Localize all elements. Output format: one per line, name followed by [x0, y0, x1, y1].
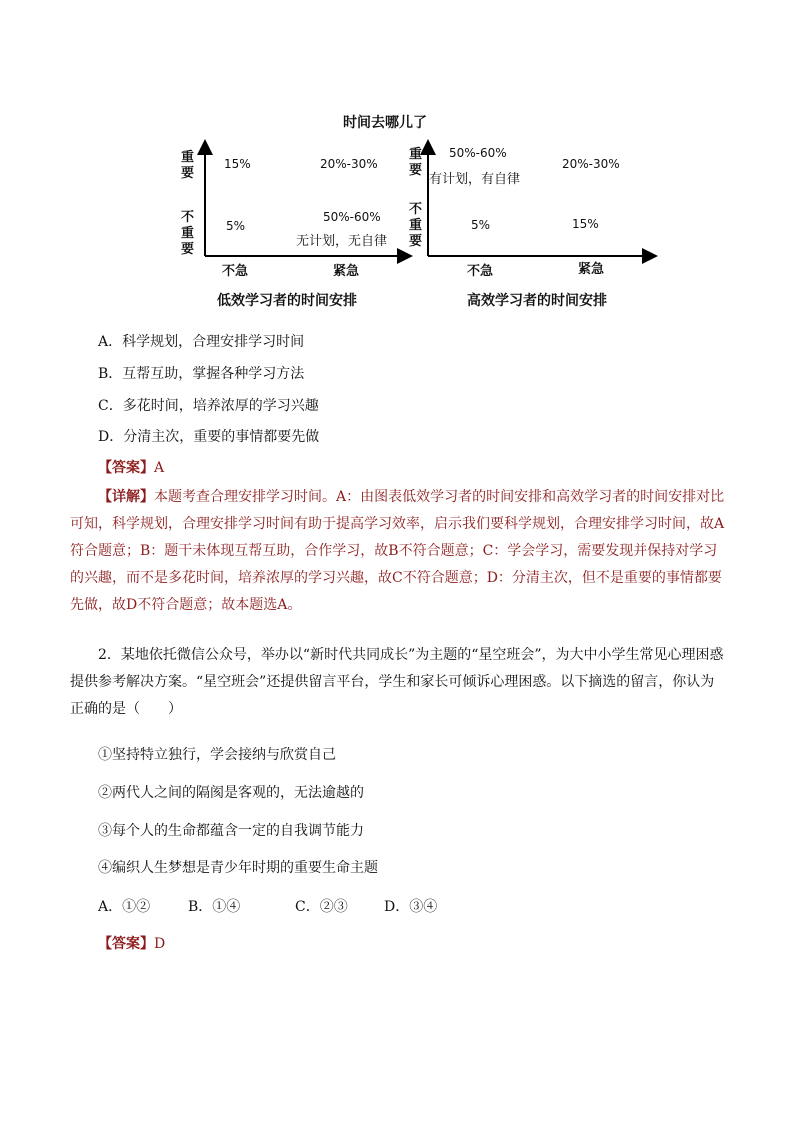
right-cell-important-urgent: 20%-30%	[562, 157, 620, 171]
q1-answer-label: 【答案】	[98, 460, 154, 476]
q2-choice-c: C．②③	[295, 899, 348, 915]
q1-detail	[70, 484, 726, 619]
q2-answer-value: D	[154, 936, 166, 952]
figure-title: 时间去哪儿了	[343, 115, 427, 131]
q2-choice-b: B．①④	[188, 899, 241, 915]
left-y-top-label: 重要	[181, 150, 195, 181]
left-cell-unimportant-urgent-pct: 50%-60%	[323, 210, 381, 224]
left-cell-unimportant-urgent-note: 无计划，无自律	[296, 234, 388, 249]
figure-axes	[0, 0, 794, 300]
right-cell-important-not-urgent-pct: 50%-60%	[449, 146, 507, 160]
right-x-right-label: 紧急	[578, 262, 605, 277]
q1-answer-value: A	[154, 460, 165, 476]
q1-detail-label: 【详解】	[98, 489, 154, 505]
q2-statement-1: ①坚持特立独行，学会接纳与欣赏自己	[98, 747, 336, 763]
right-cell-unimportant-urgent: 15%	[572, 217, 599, 231]
right-y-bottom-label: 不重要	[409, 202, 423, 249]
q2-choice-a: A．①②	[98, 899, 151, 915]
right-cell-important-not-urgent-note: 有计划，有自律	[429, 172, 521, 187]
q1-option-a: A．科学规划，合理安排学习时间	[98, 334, 305, 350]
q2-statement-2: ②两代人之间的隔阂是客观的，无法逾越的	[98, 785, 364, 801]
right-x-left-label: 不急	[467, 264, 494, 279]
q2-statement-3: ③每个人的生命都蕴含一定的自我调节能力	[98, 823, 364, 839]
left-x-right-label: 紧急	[333, 264, 360, 279]
q1-answer	[98, 457, 164, 477]
q2-answer	[98, 933, 165, 953]
q1-detail-text: 本题考查合理安排学习时间。A：由图表低效学习者的时间安排和高效学习者的时间安排对比可知，科学规划，合理安排学习时间有助于提高学习效率，启示我们要科学规划，合理安排学习时间，故A符合题意；B：题干未体现互帮互助，合作学习，故B不符合题意；C：学会学习，需要发现并保持对学习的兴趣，而不是多花时间，培养浓厚的学习兴趣，故C不符合题意；D：分清主次，但不是重要的事情都要先做，故D不符合题意；故本题选A。	[70, 489, 725, 613]
left-y-bottom-label: 不重要	[181, 210, 195, 257]
left-caption: 低效学习者的时间安排	[217, 293, 357, 309]
q1-option-d: D．分清主次，重要的事情都要先做	[98, 429, 320, 445]
q2-choice-d: D．③④	[384, 899, 438, 915]
q1-option-c: C．多花时间，培养浓厚的学习兴趣	[98, 398, 319, 414]
right-cell-unimportant-not-urgent: 5%	[471, 218, 491, 232]
left-cell-important-not-urgent: 15%	[224, 157, 251, 171]
right-caption: 高效学习者的时间安排	[467, 293, 607, 309]
left-cell-unimportant-not-urgent: 5%	[226, 219, 246, 233]
q1-option-b: B．互帮互助，掌握各种学习方法	[98, 366, 305, 382]
q2-statement-4: ④编织人生梦想是青少年时期的重要生命主题	[98, 860, 378, 876]
right-y-top-label: 重要	[409, 147, 423, 178]
left-cell-important-urgent: 20%-30%	[320, 157, 378, 171]
left-x-left-label: 不急	[222, 264, 249, 279]
q2-answer-label: 【答案】	[98, 936, 154, 952]
q2-stem: 2．某地依托微信公众号，举办以“新时代共同成长”为主题的“星空班会”，为大中小学生常见心理困惑提供参考解决方案。“星空班会”还提供留言平台，学生和家长可倾诉心理困惑。以下摘选的留言，你认为正确的是（ ）	[70, 647, 724, 717]
